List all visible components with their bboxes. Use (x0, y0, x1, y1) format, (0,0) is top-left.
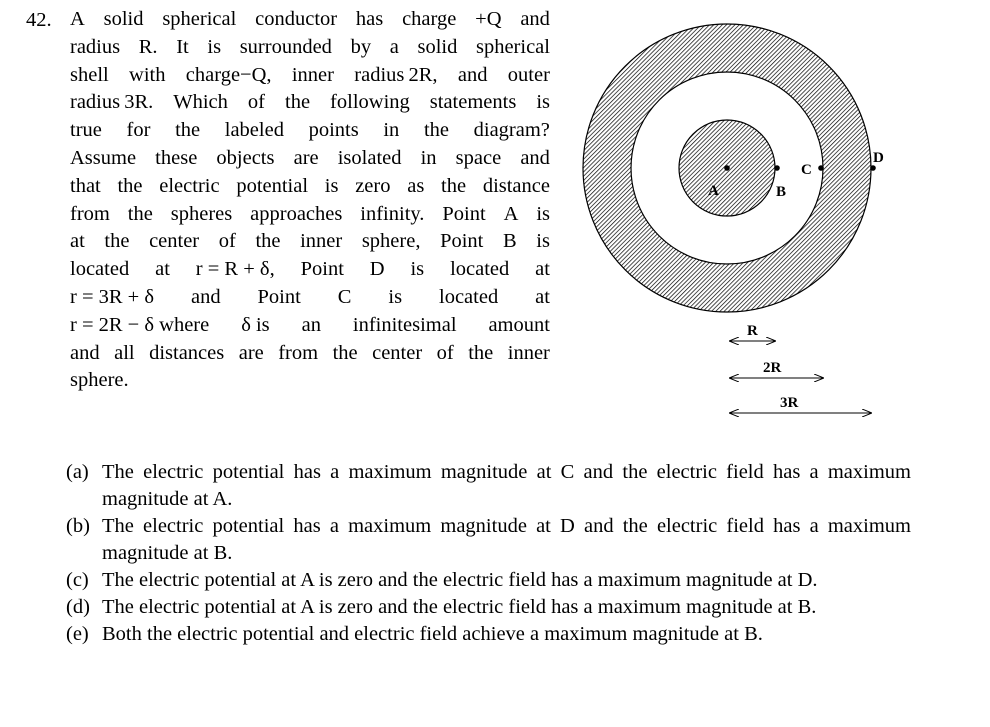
stem-word: at (70, 230, 85, 253)
choice-c-label: (c) (66, 569, 89, 591)
point-a-label: A (708, 183, 719, 199)
stem-word: potential (236, 174, 309, 197)
stem-word: a (389, 35, 399, 58)
choice-b-text: The electric potential has a maximum magnitude at D and the electric field has a maximum magnitude at B. (102, 515, 911, 564)
stem-word: Point (440, 230, 484, 253)
stem-word: by (350, 35, 372, 58)
stem-word: for (126, 119, 151, 142)
stem-word: the (255, 230, 281, 253)
stem-word: has (355, 8, 384, 30)
stem-line (70, 228, 550, 256)
answer-choices (66, 459, 911, 648)
choice-d[interactable] (66, 594, 911, 621)
stem-line (70, 34, 550, 62)
stem-word: r = 2R − δ where (70, 313, 210, 336)
stem-word: R. (138, 35, 158, 58)
sphere-diagram-svg (575, 10, 905, 430)
stem-word: the (441, 174, 467, 197)
stem-word: objects (216, 146, 275, 169)
stem-word: A (70, 8, 85, 30)
stem-line (70, 173, 550, 201)
point-d-label: D (873, 150, 884, 166)
stem-word: infinitesimal (352, 313, 457, 336)
stem-word: from (70, 202, 110, 225)
stem-word: following (330, 91, 410, 114)
point-c-dot (818, 165, 824, 171)
stem-word: +Q (475, 8, 502, 30)
question-number: 42. (26, 9, 52, 31)
stem-word: is (207, 35, 222, 58)
stem-word: spheres (170, 202, 233, 225)
stem-word: labeled (224, 119, 284, 142)
choice-b-label: (b) (66, 515, 90, 537)
stem-line (70, 284, 550, 312)
stem-word: are (238, 341, 264, 364)
choice-a[interactable] (66, 459, 911, 513)
stem-word: Assume (70, 146, 137, 169)
stem-word: is (388, 285, 403, 308)
stem-line (70, 312, 550, 340)
stem-word: B (502, 230, 517, 253)
stem-word: of (436, 341, 454, 364)
stem-line (70, 62, 550, 90)
stem-word: the (175, 119, 201, 142)
stem-word: points (308, 119, 359, 142)
stem-word: as (407, 174, 425, 197)
stem-line (70, 6, 550, 34)
stem-word: is (410, 258, 425, 281)
stem-word: located (439, 285, 499, 308)
stem-word: is (536, 202, 550, 225)
stem-word: Which (173, 91, 228, 114)
stem-word: and (457, 63, 488, 86)
stem-word: center (149, 230, 200, 253)
stem-word: A (503, 202, 519, 225)
stem-word: charge−Q, (185, 63, 272, 86)
stem-word: in (383, 119, 400, 142)
stem-word: and (70, 341, 100, 364)
dim-r-label: R (747, 323, 758, 339)
stem-word: spherical (162, 8, 237, 30)
stem-word: shell (70, 63, 109, 86)
stem-word: It (176, 35, 189, 58)
choice-e-text: Both the electric potential and electric field achieve a maximum magnitude at B. (102, 623, 763, 645)
stem-word: that (70, 174, 101, 197)
stem-word: an (301, 313, 321, 336)
stem-word: located (450, 258, 510, 281)
question-stem (70, 6, 550, 395)
stem-word: inner (291, 63, 334, 86)
point-c-label: C (801, 162, 812, 178)
stem-word: radius 2R, (354, 63, 438, 86)
stem-word: is (536, 230, 550, 253)
stem-word: charge (402, 8, 457, 30)
choice-b[interactable] (66, 513, 911, 567)
stem-word: isolated (337, 146, 402, 169)
stem-word: D (369, 258, 385, 281)
stem-line (70, 89, 550, 117)
stem-word: the (285, 91, 311, 114)
stem-word: spherical (475, 35, 550, 58)
stem-word: Point (257, 285, 301, 308)
stem-word: the (332, 341, 358, 364)
dim-2r-label: 2R (763, 360, 782, 376)
stem-word: space (455, 146, 502, 169)
stem-word: of (218, 230, 236, 253)
stem-word: of (247, 91, 265, 114)
stem-word: and (520, 8, 550, 30)
stem-word: all (114, 341, 135, 364)
stem-word: sphere, (361, 230, 421, 253)
choice-a-label: (a) (66, 461, 89, 483)
stem-word: solid (103, 8, 144, 30)
stem-word: Point (442, 202, 486, 225)
stem-word: these (155, 146, 198, 169)
stem-word: the (423, 119, 449, 142)
stem-word: diagram? (473, 119, 550, 142)
stem-word: inner (507, 341, 550, 364)
stem-word: zero (355, 174, 391, 197)
stem-word: the (468, 341, 494, 364)
choice-e-label: (e) (66, 623, 89, 645)
stem-word: inner (300, 230, 343, 253)
stem-line (70, 145, 550, 173)
stem-word: center (372, 341, 423, 364)
stem-word: radius (70, 35, 121, 58)
stem-word: δ is (241, 313, 270, 336)
stem-word: amount (488, 313, 550, 336)
stem-word: at (535, 285, 550, 308)
stem-word: the (127, 202, 153, 225)
stem-word: sphere. (70, 369, 129, 392)
choice-c[interactable] (66, 567, 911, 594)
point-b-label: B (776, 184, 787, 200)
point-a-dot (724, 165, 730, 171)
stem-word: are (293, 146, 319, 169)
dim-3r-label: 3R (780, 395, 799, 411)
stem-word: approaches (250, 202, 343, 225)
stem-word: the (104, 230, 130, 253)
stem-line (70, 117, 550, 145)
stem-word: true (70, 119, 102, 142)
point-d-dot (870, 165, 876, 171)
stem-word: solid (417, 35, 458, 58)
stem-word: r = R + δ, (195, 258, 275, 281)
stem-line (70, 340, 550, 368)
point-b-dot (774, 165, 780, 171)
stem-word: surrounded (239, 35, 332, 58)
stem-word: conductor (255, 8, 338, 30)
stem-word: distance (482, 174, 550, 197)
choice-c-text: The electric potential at A is zero and the electric field has a maximum magnitude at D. (102, 569, 818, 591)
stem-word: electric (159, 174, 220, 197)
stem-word: C (337, 285, 352, 308)
choice-d-label: (d) (66, 596, 90, 618)
stem-word: from (278, 341, 319, 364)
stem-word: infinity. (360, 202, 425, 225)
stem-word: radius 3R. (70, 91, 154, 114)
stem-word: at (155, 258, 170, 281)
stem-word: the (117, 174, 143, 197)
stem-word: with (129, 63, 166, 86)
stem-line (70, 256, 550, 284)
choice-e[interactable] (66, 621, 911, 648)
stem-word: r = 3R + δ (70, 285, 155, 308)
stem-word: and (520, 146, 550, 169)
stem-word: is (324, 174, 339, 197)
stem-line (70, 201, 550, 229)
stem-word: located (70, 258, 130, 281)
stem-word: outer (507, 63, 550, 86)
choice-d-text: The electric potential at A is zero and the electric field has a maximum magnitude at B. (102, 596, 817, 618)
stem-word: distances (149, 341, 225, 364)
choice-a-text: The electric potential has a maximum magnitude at C and the electric field has a maximum magnitude at A. (102, 461, 911, 510)
stem-word: and (190, 285, 221, 308)
stem-word: Point (300, 258, 344, 281)
stem-word: in (420, 146, 437, 169)
stem-line (70, 367, 550, 395)
stem-word: statements (429, 91, 517, 114)
stem-word: at (535, 258, 550, 281)
sphere-diagram (575, 10, 905, 430)
stem-word: is (536, 91, 550, 114)
